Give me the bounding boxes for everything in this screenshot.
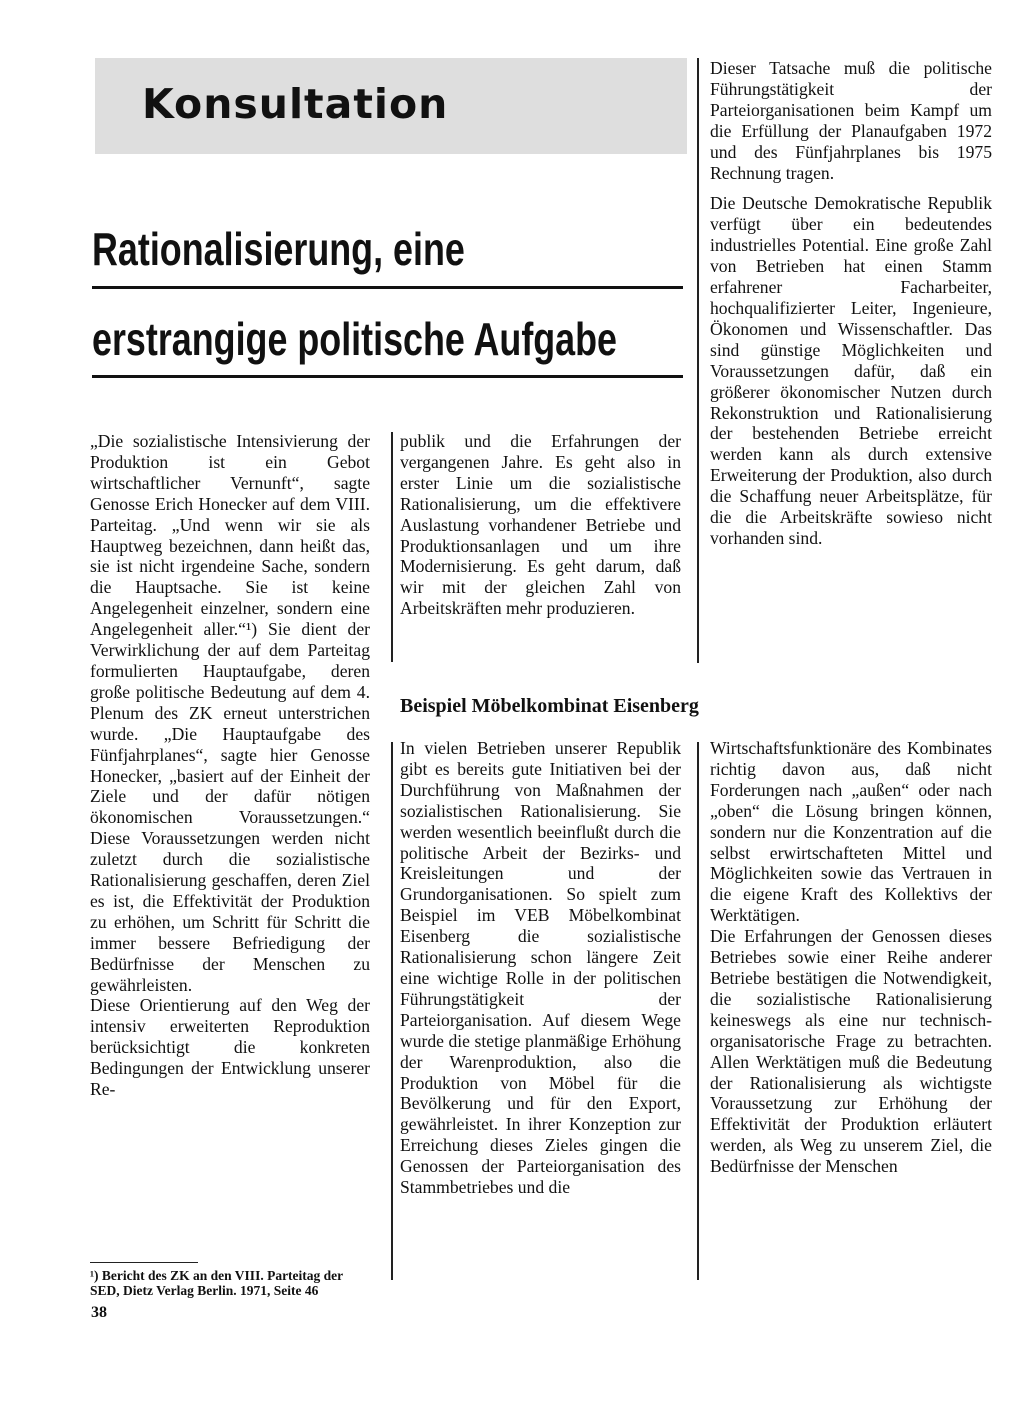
paragraph: Die Deutsche Demokratische Republik verfügt über ein bedeutendes industrielles Potential. Eine große Zahl von Betrieben hat einen Stamm erfahrener Facharbeiter, hochqualifizierter Leiter, Ingenieure, Ökonomen und Wissenschaftler. Das sind günstige Möglichkeiten und Voraussetzungen dafür, daß ein größerer ökonomischer Nutzen durch Rekonstruktion und Rationalisierung der bestehenden Betriebe erreicht werden kann als durch extensive Erweiterung der Produktion, also durch die Schaffung neuer Arbeitsplätze, für die die Arbeitskräfte sowieso nicht vorhanden sind. [710,193,992,548]
article-column-2 [400,431,681,619]
headline-line-2: erstrangige politische Aufgabe [92,313,618,365]
paragraph: Die Erfahrungen der Genossen dieses Betriebes sowie einer Reihe anderer Betriebe bestätigen die Notwendigkeit, die sozialistische Rationalisierung keineswegs als eine nur technisch-organisatorische Frage zu betrachten. Allen Werktätigen muß die Bedeutung der Rationalisierung als wichtigste Voraussetzung zur Erhöhung der Effektivität der Produktion erläutert werden, als Weg zu unserem Ziel, die Bedürfnisse der Menschen [710,926,992,1177]
headline-line-1: Rationalisierung, eine [92,223,465,275]
page-number: 38 [91,1304,107,1321]
column-divider-lower-left [391,742,393,1280]
footnote-rule [90,1262,198,1263]
paragraph: „Die sozialistische Intensivierung der Produktion ist ein Gebot wirtschaftlicher Vernunft“, sagte Genosse Erich Honecker auf dem VIII. Parteitag. „Und wenn wir sie als Hauptweg bezeichnen, dann heißt das, sie ist nicht irgendeine Sache, sondern die Hauptsache. Sie ist keine Angelegenheit einzelner, sondern eine Angelegenheit aller.“¹) Sie dient der Verwirklichung der auf dem Parteitag formulierten Hauptaufgabe, deren große politische Bedeutung auf dem 4. Plenum des ZK erneut unterstrichen wurde. „Die Hauptaufgabe des Fünfjahrplanes“, sagte hier Genosse Honecker, „basiert auf der Einheit der Ziele und der dafür nötigen ökonomischen Voraussetzungen.“ Diese Voraussetzungen werden nicht zuletzt durch die sozialistische Rationalisierung geschaffen, deren Ziel es ist, die Effektivität der Produktion zu erhöhen, um Schritt für Schritt die immer bessere Befriedigung der Bedürfnisse der Menschen zu gewährleisten. [90,431,370,995]
headline-rule-2 [92,375,683,378]
column-divider-top-right [697,58,699,663]
paragraph: publik und die Erfahrungen der vergangenen Jahre. Es geht also in erster Linie um die sozialistische Rationalisierung, um die effektivere Auslastung vorhandener Betriebe und Produktionsanlagen und um ihre Modernisierung. Es geht darum, daß wir mit der gleichen Zahl von Arbeitskräften mehr produzieren. [400,431,681,619]
paragraph: Wirtschaftsfunktionäre des Kombinates richtig davon aus, daß nicht Forderungen nach „außen“ oder nach „oben“ die Lösung bringen können, sondern nur die Konzentration auf die selbst erwirtschafteten Mittel und Möglichkeiten sowie das Vertrauen in die eigene Kraft des Kollektivs der Werktätigen. [710,738,992,926]
paragraph: In vielen Betrieben unserer Republik gibt es bereits gute Initiativen bei der Durchführung von Maßnahmen der sozialistischen Rationalisierung. Sie werden wesentlich beeinflußt durch die politische Arbeit der Bezirks- und Kreisleitungen und der Grundorganisationen. So spielt zum Beispiel im VEB Möbelkombinat Eisenberg die sozialistische Rationalisierung schon längere Zeit eine wichtige Rolle in der politischen Führungstätigkeit der Parteiorganisation. Auf diesem Wege wurde die stetige planmäßige Erhöhung der Warenproduktion, also die Produktion von Möbel für die Bevölkerung und für den Export, gewährleistet. In ihrer Konzeption zur Erreichung dieses Zieles gingen die Genossen der Parteiorganisation des Stammbetriebes und die [400,738,681,1198]
column-divider-middle [391,432,393,662]
column-divider-lower-right [697,742,699,1280]
section-heading: Beispiel Möbelkombinat Eisenberg [400,695,699,717]
article-column-5 [710,738,992,1177]
paragraph: Dieser Tatsache muß die politische Führungstätigkeit der Parteiorganisationen beim Kampf um die Erfüllung der Planaufgaben 1972 und des Fünfjahrplanes bis 1975 Rechnung tragen. [710,58,992,183]
article-column-3 [710,58,992,549]
article-column-1 [90,431,370,1100]
section-kicker: Konsultation [142,80,449,128]
paragraph: Diese Orientierung auf den Weg der intensiv erweiterten Reproduktion berücksichtigt die konkreten Bedingungen der Entwicklung unserer Re- [90,995,370,1100]
article-column-4 [400,738,681,1198]
footnote: ¹) Bericht des ZK an den VIII. Parteitag der SED, Dietz Verlag Berlin. 1971, Seite 46 [90,1268,343,1298]
headline-rule-1 [92,286,683,289]
